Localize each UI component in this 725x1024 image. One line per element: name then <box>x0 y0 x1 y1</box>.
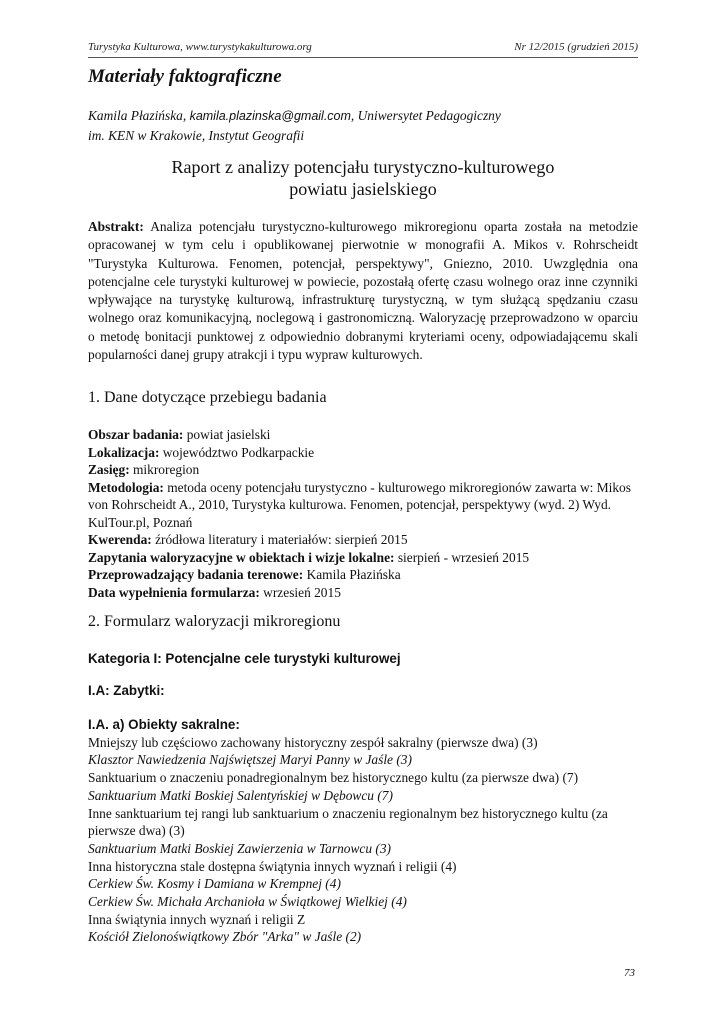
abstract-text: Analiza potencjału turystyczno-kulturowego mikroregionu oparta została na metodzie opracowanej w tym celu i opublikowanej pierwotnie w monografii A. Mikos v. Rohrscheidt "Turystyka Kulturowa. Fenomen, potencjał, perspektywy", Gniezno, 2010. Uwzględnia ona potencjalne cele turystyki kulturowej w powiecie, pozostałą ofertę czasu wolnego oraz inne czynniki wpływające na turystykę kulturową, infrastrukturę turystyczną, w tym służącą spędzaniu czasu wolnego oraz komunikacyjną, noclegową i gastronomiczną. Waloryzację przeprowadzono w oparciu o metodę bonitacji punktowej z odpowiednio dobranymi kryteriami oceny, odpowiadającemu skali popularności danej grupy atrakcji i typu wypraw kulturowych. <box>88 219 638 363</box>
list-item: Inna świątynia innych wyznań i religii Z <box>88 911 306 927</box>
list-item: Sanktuarium Matki Boskiej Zawierzenia w Tarnowcu (3) <box>88 840 392 856</box>
meta-row: Metodologia: metoda oceny potencjału turystyczno - kulturowego mikroregionów zawarta w: Mikos von Rohrscheidt A., 2010, Turystyka kulturowa. Fenomen, potencjał, perspektywy (wyd. 2) Wyd. KulTour.pl, Poznań <box>88 479 631 530</box>
list-item: Cerkiew Św. Michała Archanioła w Świątkowej Wielkiej (4) <box>88 894 407 910</box>
list-item: Kościół Zielonoświątkowy Zbór "Arka" w Jaśle (2) <box>88 929 362 945</box>
report-title-line2: powiatu jasielskiego <box>289 179 437 199</box>
meta-row: Obszar badania: powiat jasielski <box>88 427 271 442</box>
abstract <box>88 218 638 364</box>
journal-name: Turystyka Kulturowa, www.turystykakulturowa.org <box>88 41 312 53</box>
author-email[interactable]: kamila.plazinska@gmail.com <box>189 109 351 123</box>
list-item: Inna historyczna stale dostępna świątynia innych wyznań i religii (4) <box>88 858 457 874</box>
meta-row: Przeprowadzający badania terenowe: Kamila Płazińska <box>88 567 401 582</box>
section1-heading: 1. Dane dotyczące przebiegu badania <box>88 389 327 406</box>
author-name: Kamila Płazińska, <box>88 108 190 123</box>
list-item: Mniejszy lub częściowo zachowany historyczny zespół sakralny (pierwsze dwa) (3) <box>88 734 538 750</box>
page-number: 73 <box>624 967 635 979</box>
author-block <box>88 106 638 145</box>
abstract-label: Abstrakt: <box>88 219 144 234</box>
list-item: Klasztor Nawiedzenia Najświętszej Maryi Panny w Jaśle (3) <box>88 752 412 768</box>
author-affiliation: , Uniwersytet Pedagogiczny <box>350 108 501 123</box>
list-item: Sanktuarium Matki Boskiej Salentyńskiej w Dębowcu (7) <box>88 787 393 803</box>
list-item: Cerkiew Św. Kosmy i Damiana w Krempnej (4) <box>88 876 341 892</box>
meta-row: Zapytania waloryzacyjne w obiektach i wizje lokalne: sierpień - wrzesień 2015 <box>88 549 530 565</box>
section2-heading: 2. Formularz waloryzacji mikroregionu <box>88 613 341 630</box>
meta-row: Kwerenda: źródłowa literatury i materiałów: sierpień 2015 <box>88 532 408 547</box>
list-item: Inne sanktuarium tej rangi lub sanktuarium o znaczeniu regionalnym bez historycznego kultu (za pierwsze dwa) (3) <box>88 805 608 839</box>
meta-row: Data wypełnienia formularza: wrzesień 2015 <box>88 584 341 600</box>
meta-row: Lokalizacja: województwo Podkarpackie <box>88 444 315 460</box>
list-item: Sanktuarium o znaczeniu ponadregionalnym bez historycznego kultu (za pierwsze dwa) (7) <box>88 770 579 786</box>
issue-number: Nr 12/2015 (grudzień 2015) <box>514 41 638 53</box>
running-header <box>88 41 638 58</box>
report-title <box>88 156 638 200</box>
subcategory-heading: I.A: Zabytki: <box>88 683 165 698</box>
section-title: Materiały faktograficzne <box>88 66 282 87</box>
study-metadata <box>88 426 640 601</box>
category-heading: Kategoria I: Potencjalne cele turystyki kulturowej <box>88 651 401 666</box>
group-heading: I.A. a) Obiekty sakralne: <box>88 717 240 732</box>
report-title-line1: Raport z analizy potencjału turystyczno-kulturowego <box>171 157 555 177</box>
meta-row: Zasięg: mikroregion <box>88 462 200 477</box>
sacral-objects-list <box>88 716 643 946</box>
author-affiliation-line2: im. KEN w Krakowie, Instytut Geografii <box>88 128 305 143</box>
